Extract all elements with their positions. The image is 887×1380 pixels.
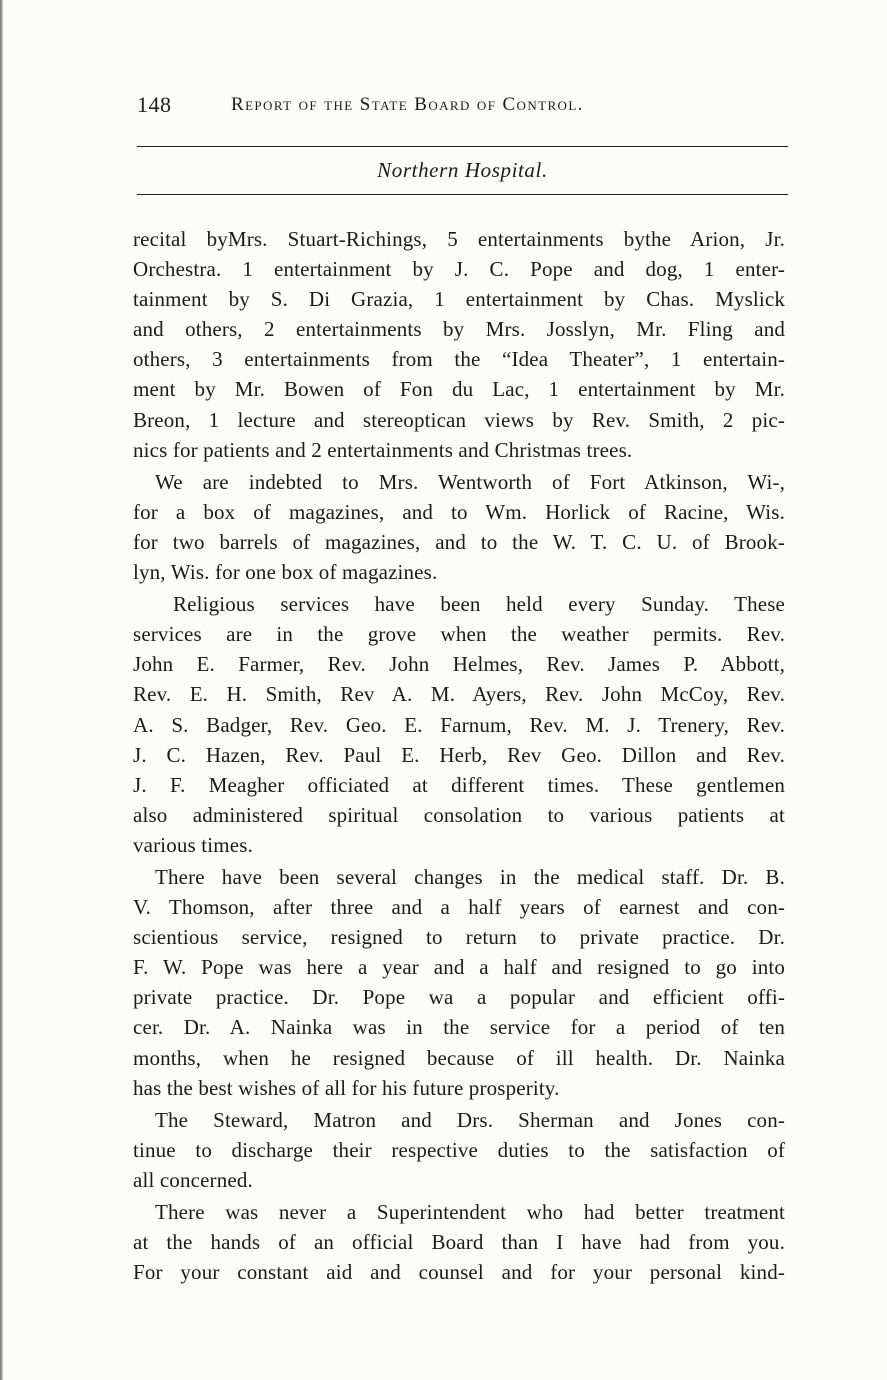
paragraph-steward-matron — [133, 1105, 785, 1195]
text-line: Rev. E. H. Smith, Rev A. M. Ayers, Rev. John McCoy, Rev. — [133, 682, 785, 707]
text-line: V. Thomson, after three and a half years of earnest and con- — [133, 895, 785, 920]
text-line: cer. Dr. A. Nainka was in the service for a period of ten — [133, 1015, 785, 1040]
text-line: at the hands of an official Board than I have had from you. — [133, 1230, 785, 1255]
text-line: various times. — [133, 832, 253, 857]
paragraph-superintendent — [133, 1197, 785, 1287]
text-line: J. F. Meagher officiated at different times. These gentlemen — [133, 772, 785, 797]
text-line: recital byMrs. Stuart-Richings, 5 entertainments bythe Arion, Jr. — [133, 227, 785, 251]
text-line: ment by Mr. Bowen of Fon du Lac, 1 entertainment by Mr. — [133, 377, 785, 402]
text-line: F. W. Pope was here a year and a half and resigned to go into — [133, 955, 785, 980]
page-number: 148 — [137, 92, 172, 117]
text-line: Religious services have been held every Sunday. These — [173, 592, 785, 617]
page-header — [137, 92, 787, 122]
text-line: also administered spiritual consolation to various patients at — [133, 802, 785, 827]
header-rule-top — [137, 146, 788, 147]
paragraph-religious-services — [133, 589, 785, 860]
text-line: tainment by S. Di Grazia, 1 entertainment by Chas. Myslick — [133, 287, 785, 312]
text-line: months, when he resigned because of ill health. Dr. Nainka — [133, 1045, 785, 1070]
text-line: all concerned. — [133, 1167, 253, 1192]
text-line: There have been several changes in the medical staff. Dr. B. — [155, 864, 785, 889]
running-title: Report of the State Board of Control. — [231, 94, 584, 115]
text-line: private practice. Dr. Pope wa a popular and efficient offi- — [133, 985, 785, 1010]
text-line: John E. Farmer, Rev. John Helmes, Rev. James P. Abbott, — [133, 652, 785, 677]
text-line: tinue to discharge their respective duties to the satisfaction of — [133, 1137, 785, 1162]
text-line: The Steward, Matron and Drs. Sherman and Jones con- — [155, 1107, 785, 1132]
text-line: There was never a Superintendent who had better treatment — [155, 1200, 785, 1224]
text-line: scientious service, resigned to return to private practice. Dr. — [133, 925, 785, 950]
body-text — [133, 224, 785, 1287]
text-line: We are indebted to Mrs. Wentworth of Fort Atkinson, Wi-, — [155, 469, 785, 494]
text-line: for two barrels of magazines, and to the W. T. C. U. of Brook- — [133, 529, 785, 554]
text-line: nics for patients and 2 entertainments and Christmas trees. — [133, 437, 633, 462]
text-line: For your constant aid and counsel and for your personal kind- — [133, 1260, 785, 1285]
text-line: services are in the grove when the weather permits. Rev. — [133, 622, 785, 647]
header-rule-bottom — [137, 194, 788, 195]
section-title: Northern Hospital. — [377, 158, 548, 182]
text-line: J. C. Hazen, Rev. Paul E. Herb, Rev Geo. Dillon and Rev. — [133, 742, 785, 767]
paragraph-medical-staff — [133, 862, 785, 1103]
paragraph-magazines — [133, 467, 785, 587]
paragraph-entertainments — [133, 224, 785, 465]
text-line: and others, 2 entertainments by Mrs. Josslyn, Mr. Fling and — [133, 317, 785, 342]
text-line: Breon, 1 lecture and stereoptican views by Rev. Smith, 2 pic- — [133, 407, 785, 432]
text-line: for a box of magazines, and to Wm. Horlick of Racine, Wis. — [133, 499, 785, 524]
text-line: lyn, Wis. for one box of magazines. — [133, 560, 438, 585]
text-line: A. S. Badger, Rev. Geo. E. Farnum, Rev. M. J. Trenery, Rev. — [133, 712, 785, 737]
text-line: others, 3 entertainments from the “Idea Theater”, 1 entertain- — [133, 347, 785, 372]
page-edge-shadow — [0, 0, 3, 1380]
text-line: has the best wishes of all for his future prosperity. — [133, 1075, 560, 1100]
text-line: Orchestra. 1 entertainment by J. C. Pope and dog, 1 enter- — [133, 257, 785, 282]
